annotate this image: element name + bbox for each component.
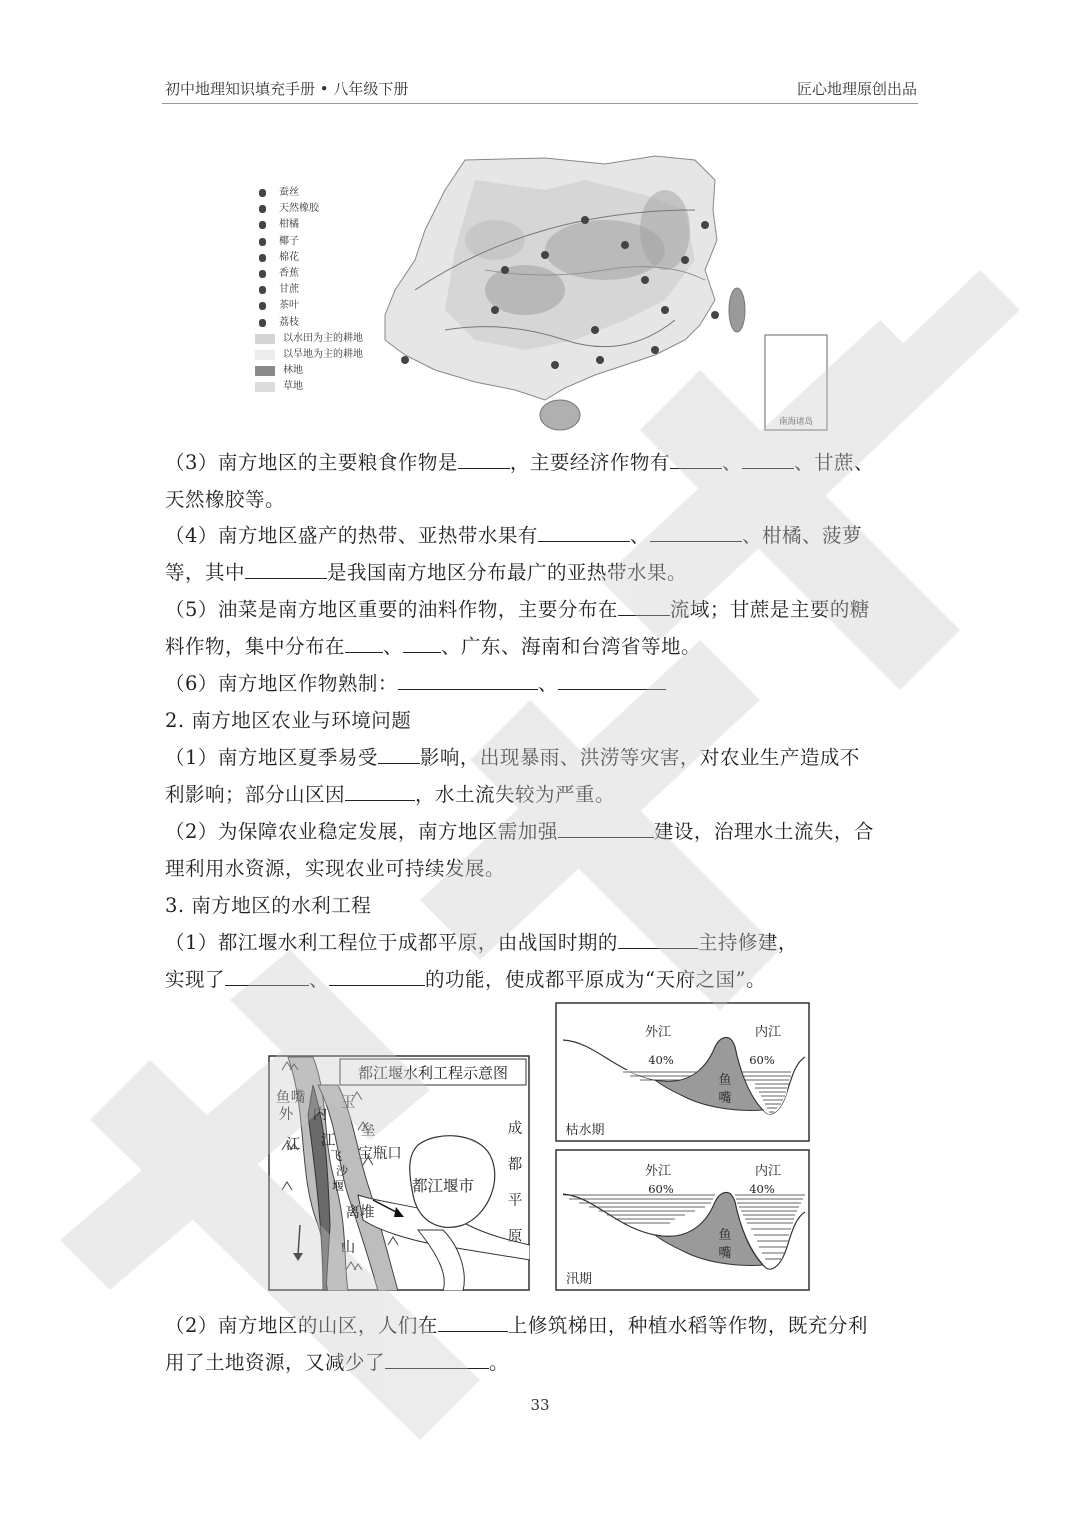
label-wai-pct: 60% bbox=[648, 1182, 674, 1196]
label-feishayan-2: 沙 bbox=[335, 1164, 349, 1178]
map-legend bbox=[255, 185, 363, 395]
diagram-title: 都江堰水利工程示意图 bbox=[357, 1064, 509, 1082]
label-shan: 山 bbox=[340, 1240, 356, 1256]
legend-item: 柑橘 bbox=[255, 217, 363, 233]
legend-item: 天然橡胶 bbox=[255, 201, 363, 217]
question-4: （4）南方地区盛产的热带、亚热带水果有 、 、柑橘、菠萝 等，其中 是我国南方地区分布最广的亚热带水果。 bbox=[165, 517, 920, 591]
answer-blank[interactable] bbox=[742, 446, 794, 469]
legend-item: 林地 bbox=[255, 363, 363, 379]
label-neijiang-2: 江 bbox=[320, 1133, 336, 1149]
label-nei: 内江 bbox=[754, 1025, 782, 1040]
answer-blank[interactable] bbox=[538, 519, 630, 542]
label-yulei-1: 玉 bbox=[340, 1095, 356, 1111]
legend-item: 以旱地为主的耕地 bbox=[255, 347, 363, 363]
label-waijiang-2: 江 bbox=[285, 1137, 301, 1153]
answer-blank[interactable] bbox=[618, 593, 670, 616]
answer-blank[interactable] bbox=[558, 667, 666, 690]
label-yulei-2: 垒 bbox=[360, 1123, 376, 1139]
legend-item: 棉花 bbox=[255, 250, 363, 266]
label-wai: 外江 bbox=[644, 1025, 672, 1040]
legend-item: 椰子 bbox=[255, 234, 363, 250]
label-wai: 外江 bbox=[644, 1164, 672, 1179]
label-chengdu-1: 成 bbox=[507, 1121, 523, 1137]
label-neijiang-1: 内 bbox=[312, 1107, 328, 1123]
question-3: （3）南方地区的主要粮食作物是 ，主要经济作物有 、 、甘蔗、 天然橡胶等。 bbox=[165, 444, 920, 518]
legend-item: 香蕉 bbox=[255, 266, 363, 282]
legend-item: 以水田为主的耕地 bbox=[255, 331, 363, 347]
label-season: 汛期 bbox=[565, 1272, 593, 1287]
label-season: 枯水期 bbox=[565, 1123, 605, 1138]
label-mid-1: 鱼 bbox=[718, 1073, 732, 1088]
label-nei-pct: 40% bbox=[749, 1182, 775, 1196]
answer-blank[interactable] bbox=[225, 963, 309, 986]
label-chengdu-3: 平 bbox=[507, 1193, 523, 1209]
answer-blank[interactable] bbox=[398, 667, 538, 690]
label-wai-pct: 40% bbox=[648, 1053, 674, 1067]
label-feishayan-1: 飞 bbox=[329, 1149, 343, 1163]
label-yuzui-2: 嘴 bbox=[290, 1090, 306, 1106]
label-chengdu-2: 都 bbox=[507, 1157, 523, 1173]
label-nei: 内江 bbox=[754, 1164, 782, 1179]
section-2: 2. 南方地区农业与环境问题 （1）南方地区夏季易受 影响，出现暴雨、洪涝等灾害，对农业生产造成不 利影响；部分山区因 ，水土流失较为严重。 （2）为保障农业稳定发展，南方地区需加强 建设，治理水土流失，合 理利用水资源，实现农业可持续发展。 bbox=[165, 709, 874, 880]
answer-blank[interactable] bbox=[650, 519, 742, 542]
label-nei-pct: 60% bbox=[749, 1053, 775, 1067]
label-waijiang-1: 外 bbox=[278, 1107, 294, 1123]
label-mid-2: 嘴 bbox=[718, 1246, 732, 1261]
label-lidui: 离堆 bbox=[345, 1205, 375, 1221]
answer-blank[interactable] bbox=[245, 556, 327, 579]
answer-blank[interactable] bbox=[670, 446, 722, 469]
answer-blank[interactable] bbox=[345, 630, 383, 653]
answer-blank[interactable] bbox=[558, 815, 654, 838]
header-right: 匠心地理原创出品 bbox=[796, 80, 917, 98]
answer-blank[interactable] bbox=[403, 630, 441, 653]
label-yuzui-1: 鱼 bbox=[275, 1090, 291, 1106]
dujiangyan-diagram bbox=[268, 1055, 530, 1291]
section-3: 3. 南方地区的水利工程 （1）都江堰水利工程位于成都平原，由战国时期的 主持修建， 实现了 、 的功能，使成都平原成为“天府之国”。 bbox=[165, 894, 798, 991]
answer-blank[interactable] bbox=[458, 446, 510, 469]
inset-label: 南海诸岛 bbox=[778, 417, 814, 427]
question-5: （5）油菜是南方地区重要的油料作物，主要分布在 流域；甘蔗是主要的糖 料作物，集中分布在 、 、广东、海南和台湾省等地。 bbox=[165, 591, 920, 665]
label-city: 都江堰市 bbox=[411, 1177, 475, 1195]
cross-section-dry-season bbox=[555, 1002, 810, 1142]
label-mid-2: 嘴 bbox=[718, 1091, 732, 1106]
label-feishayan-3: 堰 bbox=[331, 1179, 345, 1193]
page-number: 33 bbox=[530, 1396, 550, 1414]
cross-section-flood-season bbox=[555, 1149, 810, 1291]
legend-item: 茶叶 bbox=[255, 298, 363, 314]
answer-blank[interactable] bbox=[618, 926, 698, 949]
question-6: （6）南方地区作物熟制： 、 bbox=[165, 665, 920, 702]
section-title: 2. 南方地区农业与环境问题 bbox=[165, 709, 412, 732]
answer-blank[interactable] bbox=[438, 1309, 508, 1332]
section-3-question-2: （2）南方地区的山区，人们在 上修筑梯田，种植水稻等作物，既充分利 用了土地资源，又减少了 。 bbox=[165, 1307, 920, 1381]
header-divider bbox=[162, 103, 918, 104]
label-baopingkou: 宝瓶口 bbox=[358, 1146, 402, 1162]
label-chengdu-4: 原 bbox=[507, 1229, 523, 1245]
label-mid-1: 鱼 bbox=[718, 1228, 732, 1243]
legend-item: 蚕丝 bbox=[255, 185, 363, 201]
answer-blank[interactable] bbox=[385, 1346, 489, 1369]
section-title: 3. 南方地区的水利工程 bbox=[165, 894, 372, 917]
legend-item: 草地 bbox=[255, 379, 363, 395]
answer-blank[interactable] bbox=[378, 741, 420, 764]
answer-blank[interactable] bbox=[329, 963, 425, 986]
answer-blank[interactable] bbox=[345, 778, 415, 801]
legend-item: 荔枝 bbox=[255, 315, 363, 331]
header-left: 初中地理知识填充手册 • 八年级下册 bbox=[165, 80, 409, 98]
legend-item: 甘蔗 bbox=[255, 282, 363, 298]
